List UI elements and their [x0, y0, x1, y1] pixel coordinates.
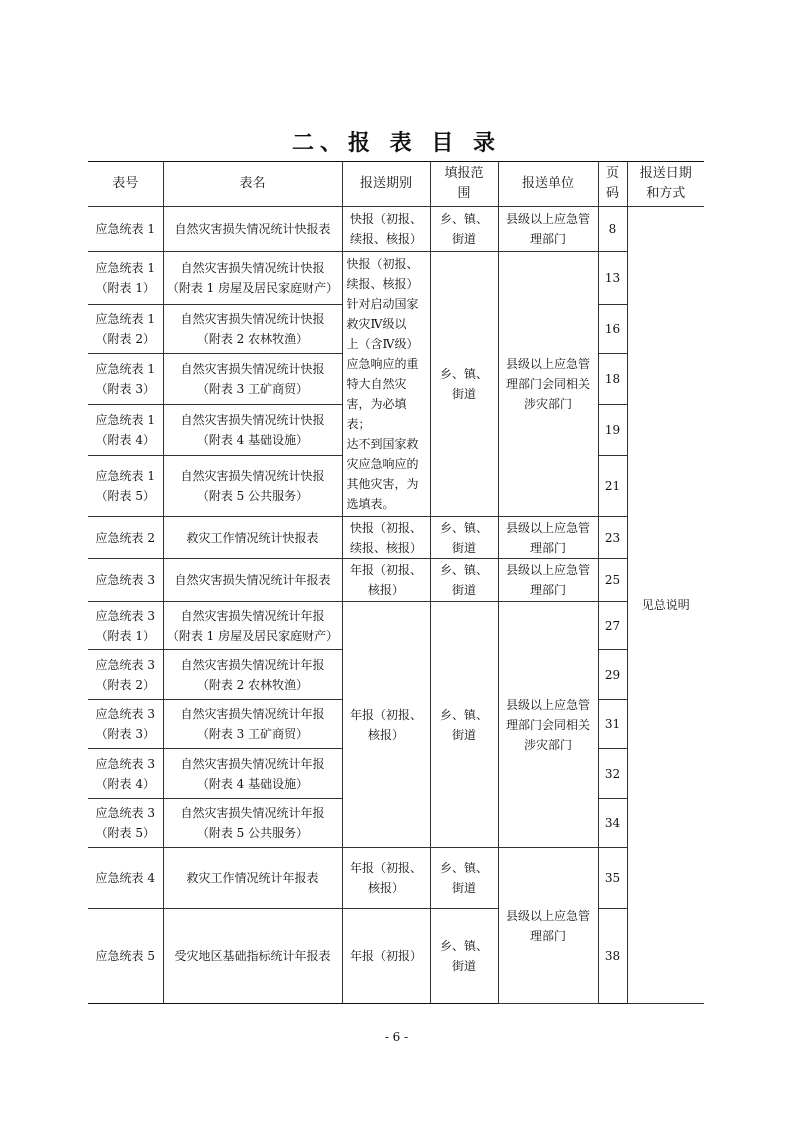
- report-catalog-table: [88, 161, 704, 1004]
- cell-page: 29: [598, 650, 627, 700]
- cell-page: 34: [598, 799, 627, 848]
- cell-period-merged: 快报（初报、 续报、核报） 针对启动国家 救灾Ⅳ级以 上（含Ⅳ级） 应急响应的重 特大自然灾 害，为必填表； 达不到国家救 灾应急响应的 其他灾害，为 选填表。: [342, 252, 430, 517]
- cell-code: 应急统表 3 （附表 3）: [88, 700, 163, 749]
- cell-name: 自然灾害损失情况统计快报 （附表 5 公共服务）: [163, 455, 342, 516]
- table-row: [88, 252, 704, 305]
- cell-page: 16: [598, 304, 627, 354]
- cell-page: 27: [598, 602, 627, 650]
- cell-code: 应急统表 3 （附表 1）: [88, 602, 163, 650]
- cell-code: 应急统表 2: [88, 517, 163, 559]
- cell-name: 自然灾害损失情况统计快报表: [163, 207, 342, 252]
- cell-name: 受灾地区基础指标统计年报表: [163, 909, 342, 1004]
- cell-unit-merged: 县级以上应急管 理部门会同相关 涉灾部门: [498, 252, 598, 517]
- cell-page: 25: [598, 559, 627, 602]
- cell-name: 自然灾害损失情况统计快报 （附表 4 基础设施）: [163, 405, 342, 456]
- cell-page: 18: [598, 354, 627, 405]
- cell-unit: 县级以上应急管 理部门: [498, 207, 598, 252]
- cell-period-merged: 年报（初报、 核报）: [342, 602, 430, 848]
- cell-page: 38: [598, 909, 627, 1004]
- header-scope: 填报范 围: [430, 162, 498, 207]
- cell-page: 23: [598, 517, 627, 559]
- cell-name: 自然灾害损失情况统计快报 （附表 1 房屋及居民家庭财产）: [163, 252, 342, 305]
- cell-code: 应急统表 3 （附表 5）: [88, 799, 163, 848]
- cell-code: 应急统表 4: [88, 848, 163, 909]
- cell-unit-merged: 县级以上应急管 理部门: [498, 848, 598, 1004]
- cell-name: 救灾工作情况统计快报表: [163, 517, 342, 559]
- cell-unit: 县级以上应急管 理部门: [498, 559, 598, 602]
- cell-code: 应急统表 3 （附表 2）: [88, 650, 163, 700]
- header-delivery: 报送日期 和方式: [627, 162, 704, 207]
- cell-delivery: 见总说明: [627, 207, 704, 1004]
- cell-name: 救灾工作情况统计年报表: [163, 848, 342, 909]
- cell-page: 8: [598, 207, 627, 252]
- cell-name: 自然灾害损失情况统计快报 （附表 3 工矿商贸）: [163, 354, 342, 405]
- cell-name: 自然灾害损失情况统计年报 （附表 5 公共服务）: [163, 799, 342, 848]
- page-number: - 6 -: [384, 1030, 409, 1044]
- cell-name: 自然灾害损失情况统计年报 （附表 4 基础设施）: [163, 749, 342, 799]
- cell-code: 应急统表 1 （附表 5）: [88, 455, 163, 516]
- cell-code: 应急统表 5: [88, 909, 163, 1004]
- cell-page: 21: [598, 455, 627, 516]
- cell-code: 应急统表 1 （附表 3）: [88, 354, 163, 405]
- cell-scope: 乡、镇、 街道: [430, 909, 498, 1004]
- cell-code: 应急统表 3: [88, 559, 163, 602]
- cell-page: 32: [598, 749, 627, 799]
- cell-period: 年报（初报、 核报）: [342, 559, 430, 602]
- header-code: 表号: [88, 162, 163, 207]
- cell-unit: 县级以上应急管 理部门: [498, 517, 598, 559]
- cell-code: 应急统表 1: [88, 207, 163, 252]
- cell-scope-merged: 乡、镇、 街道: [430, 602, 498, 848]
- table-row: [88, 559, 704, 602]
- cell-name: 自然灾害损失情况统计年报 （附表 1 房屋及居民家庭财产）: [163, 602, 342, 650]
- cell-scope: 乡、镇、 街道: [430, 848, 498, 909]
- cell-unit-merged: 县级以上应急管 理部门会同相关 涉灾部门: [498, 602, 598, 848]
- table-row: [88, 602, 704, 650]
- cell-scope: 乡、镇、 街道: [430, 517, 498, 559]
- cell-period: 快报（初报、 续报、核报）: [342, 207, 430, 252]
- header-unit: 报送单位: [498, 162, 598, 207]
- table-row: [88, 848, 704, 909]
- cell-page: 35: [598, 848, 627, 909]
- header-page: 页 码: [598, 162, 627, 207]
- cell-name: 自然灾害损失情况统计年报表: [163, 559, 342, 602]
- cell-page: 19: [598, 405, 627, 456]
- cell-scope-merged: 乡、镇、 街道: [430, 252, 498, 517]
- cell-code: 应急统表 1 （附表 4）: [88, 405, 163, 456]
- table-row: [88, 517, 704, 559]
- cell-code: 应急统表 3 （附表 4）: [88, 749, 163, 799]
- cell-code: 应急统表 1 （附表 2）: [88, 304, 163, 354]
- cell-scope: 乡、镇、 街道: [430, 207, 498, 252]
- table-header-row: [88, 162, 704, 207]
- cell-period: 年报（初报）: [342, 909, 430, 1004]
- table-row: [88, 909, 704, 1004]
- cell-name: 自然灾害损失情况统计快报 （附表 2 农林牧渔）: [163, 304, 342, 354]
- cell-name: 自然灾害损失情况统计年报 （附表 2 农林牧渔）: [163, 650, 342, 700]
- cell-period: 年报（初报、 核报）: [342, 848, 430, 909]
- cell-page: 13: [598, 252, 627, 305]
- cell-page: 31: [598, 700, 627, 749]
- page-title: 二、报 表 目 录: [292, 130, 501, 156]
- header-period: 报送期别: [342, 162, 430, 207]
- cell-scope: 乡、镇、 街道: [430, 559, 498, 602]
- cell-period: 快报（初报、 续报、核报）: [342, 517, 430, 559]
- cell-name: 自然灾害损失情况统计年报 （附表 3 工矿商贸）: [163, 700, 342, 749]
- table-row: [88, 207, 704, 252]
- cell-code: 应急统表 1 （附表 1）: [88, 252, 163, 305]
- header-name: 表名: [163, 162, 342, 207]
